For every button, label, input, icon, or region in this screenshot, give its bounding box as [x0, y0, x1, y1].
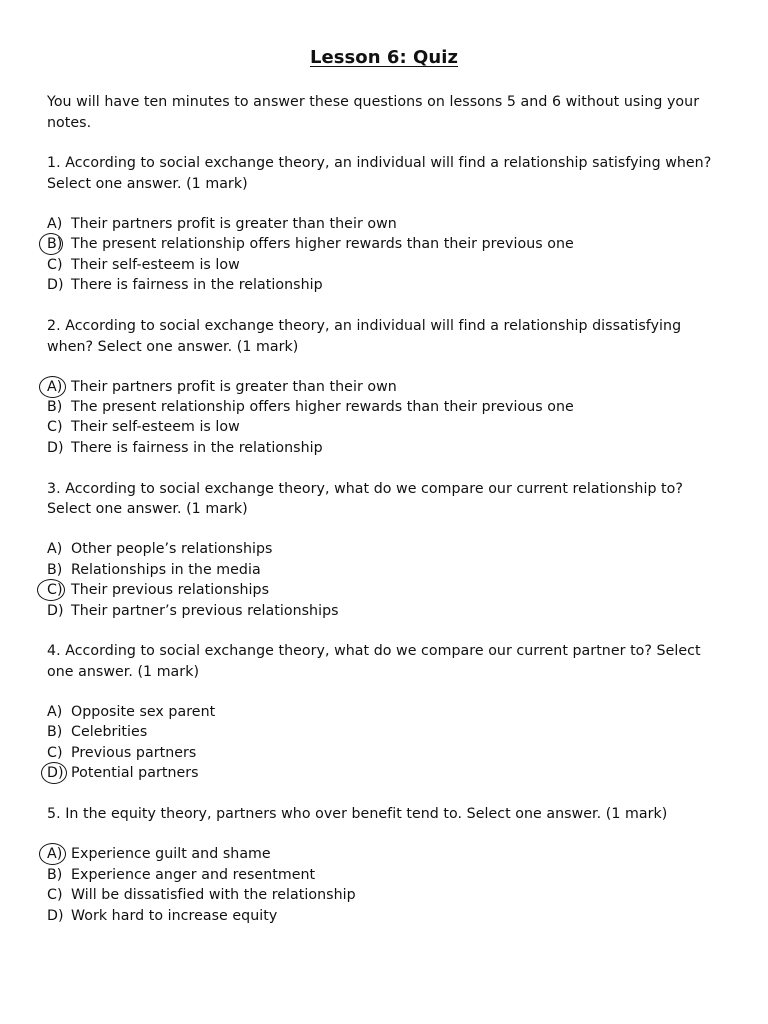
question-3-option-b — [47, 560, 261, 580]
option-text: Their previous relationships — [71, 582, 270, 598]
page-title: Lesson 6: Quiz — [309, 47, 458, 68]
question-5-option-c — [47, 885, 356, 905]
option-text: Opposite sex parent — [71, 704, 216, 720]
question-2-option-b — [47, 397, 574, 417]
option-letter: A) — [47, 846, 63, 862]
option-text: Experience anger and resentment — [71, 867, 316, 883]
question-2-option-a — [47, 377, 397, 397]
option-letter: B) — [47, 867, 63, 883]
question-2-text: when? Select one answer. (1 mark) — [47, 339, 299, 355]
option-text: Will be dissatisfied with the relationship — [71, 887, 356, 903]
question-1-option-a — [47, 214, 397, 234]
question-1-text: Select one answer. (1 mark) — [47, 176, 248, 192]
question-3-text: Select one answer. (1 mark) — [47, 501, 248, 517]
option-letter: C) — [47, 257, 63, 273]
question-1-option-c — [47, 255, 240, 275]
question-1-text: 1. According to social exchange theory, an individual will find a relationship satisfying when? — [47, 155, 712, 171]
question-3-option-d — [47, 601, 339, 621]
option-text: Celebrities — [71, 724, 148, 740]
option-text: Their partner’s previous relationships — [71, 603, 339, 619]
option-text: The present relationship offers higher rewards than their previous one — [71, 399, 574, 415]
question-2-option-d — [47, 438, 323, 458]
question-5-text: 5. In the equity theory, partners who over benefit tend to. Select one answer. (1 mark) — [47, 806, 668, 822]
question-4-option-b — [47, 722, 147, 742]
question-4-option-d — [47, 763, 199, 783]
intro-line: notes. — [47, 115, 92, 131]
question-3-text: 3. According to social exchange theory, what do we compare our current relationship to? — [47, 481, 683, 497]
question-4-option-c — [47, 743, 196, 763]
option-letter: B) — [47, 562, 63, 578]
question-5-option-d — [47, 906, 277, 926]
option-letter: A) — [47, 379, 63, 395]
question-4-text: 4. According to social exchange theory, what do we compare our current partner to? Select — [47, 643, 701, 659]
answer-circle-mark — [37, 579, 65, 601]
option-text: There is fairness in the relationship — [71, 440, 323, 456]
option-letter: C) — [47, 419, 63, 435]
option-text: Work hard to increase equity — [71, 908, 278, 924]
answer-circle-mark — [41, 762, 67, 784]
option-letter: B) — [47, 236, 63, 252]
question-4-text: one answer. (1 mark) — [47, 664, 200, 680]
question-2-option-c — [47, 417, 240, 437]
intro-line: You will have ten minutes to answer these questions on lessons 5 and 6 without using your — [47, 94, 700, 110]
question-3-option-c — [47, 580, 269, 600]
answer-circle-mark — [39, 233, 63, 255]
question-3-option-a — [47, 539, 272, 559]
option-letter: A) — [47, 704, 63, 720]
option-text: Previous partners — [71, 745, 197, 761]
option-letter: C) — [47, 745, 63, 761]
option-letter: D) — [47, 908, 64, 924]
option-text: There is fairness in the relationship — [71, 277, 323, 293]
option-text: Potential partners — [71, 765, 199, 781]
question-1-option-b — [47, 234, 574, 254]
question-4-option-a — [47, 702, 215, 722]
answer-circle-mark — [39, 843, 66, 865]
option-letter: D) — [47, 277, 64, 293]
option-letter: B) — [47, 724, 63, 740]
option-text: The present relationship offers higher rewards than their previous one — [71, 236, 574, 252]
question-1-option-d — [47, 275, 323, 295]
option-letter: D) — [47, 603, 64, 619]
option-text: Relationships in the media — [71, 562, 261, 578]
answer-circle-mark — [39, 376, 66, 398]
option-text: Their self-esteem is low — [71, 419, 240, 435]
option-text: Their partners profit is greater than their own — [71, 379, 397, 395]
option-letter: A) — [47, 216, 63, 232]
option-text: Other people’s relationships — [71, 541, 273, 557]
option-letter: C) — [47, 887, 63, 903]
option-letter: D) — [47, 440, 64, 456]
question-5-option-b — [47, 865, 315, 885]
option-text: Their self-esteem is low — [71, 257, 240, 273]
option-letter: A) — [47, 541, 63, 557]
option-letter: B) — [47, 399, 63, 415]
question-5-option-a — [47, 844, 271, 864]
option-letter: C) — [47, 582, 63, 598]
question-2-text: 2. According to social exchange theory, an individual will find a relationship dissatisfying — [47, 318, 682, 334]
option-letter: D) — [47, 765, 64, 781]
option-text: Their partners profit is greater than their own — [71, 216, 397, 232]
option-text: Experience guilt and shame — [71, 846, 271, 862]
